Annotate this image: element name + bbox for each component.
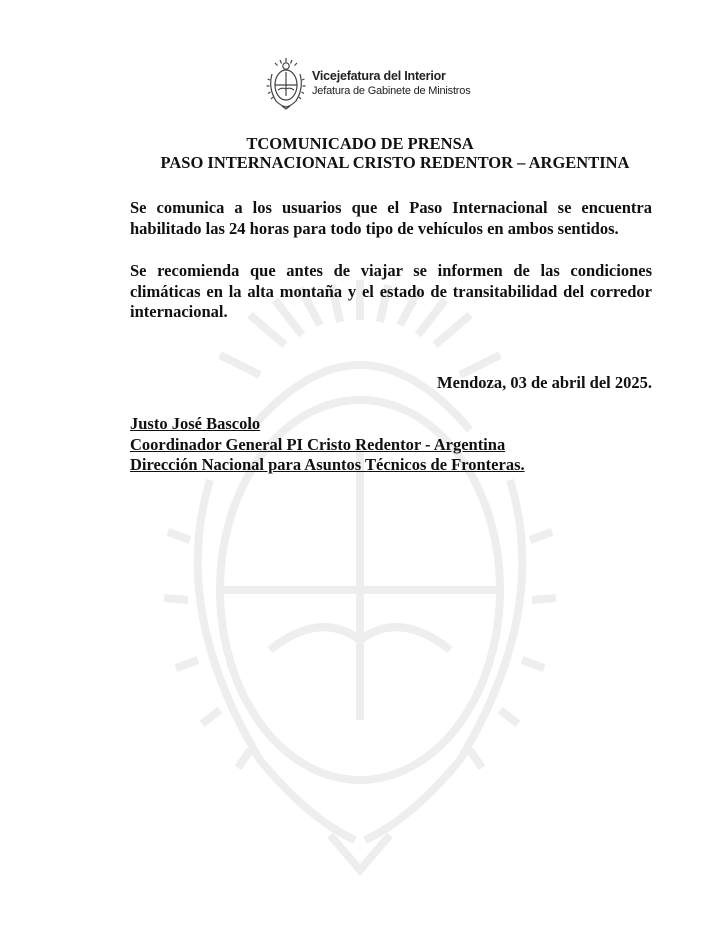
dateline: Mendoza, 03 de abril del 2025. <box>437 373 652 392</box>
recommendation-paragraph: Se recomienda que antes de viajar se informen de las condiciones climáticas en la alta montaña y el estado de transitabilidad del corredor internacional. <box>130 261 652 321</box>
document-subtitle: PASO INTERNACIONAL CRISTO REDENTOR – ARGENTINA <box>160 153 630 172</box>
document-header <box>266 56 471 110</box>
org-title: Vicejefatura del Interior <box>312 68 446 83</box>
signature-block <box>130 414 525 476</box>
signatory-role: Coordinador General PI Cristo Redentor - Argentina <box>130 434 506 454</box>
org-subtitle: Jefatura de Gabinete de Ministros <box>312 84 471 97</box>
press-release-titles <box>0 134 720 172</box>
document-title: TCOMUNICADO DE PRENSA <box>246 134 474 153</box>
announcement-paragraph: Se comunica a los usuarios que el Paso Internacional se encuentra habilitado las 24 horas para todo tipo de vehículos en ambos sentidos. <box>130 198 652 238</box>
signatory-department: Dirección Nacional para Asuntos Técnicos de Fronteras. <box>130 455 525 474</box>
signatory-name: Justo José Bascolo <box>130 414 261 433</box>
argentina-coat-of-arms-icon <box>266 56 306 110</box>
coat-of-arms-watermark-icon <box>150 280 570 880</box>
